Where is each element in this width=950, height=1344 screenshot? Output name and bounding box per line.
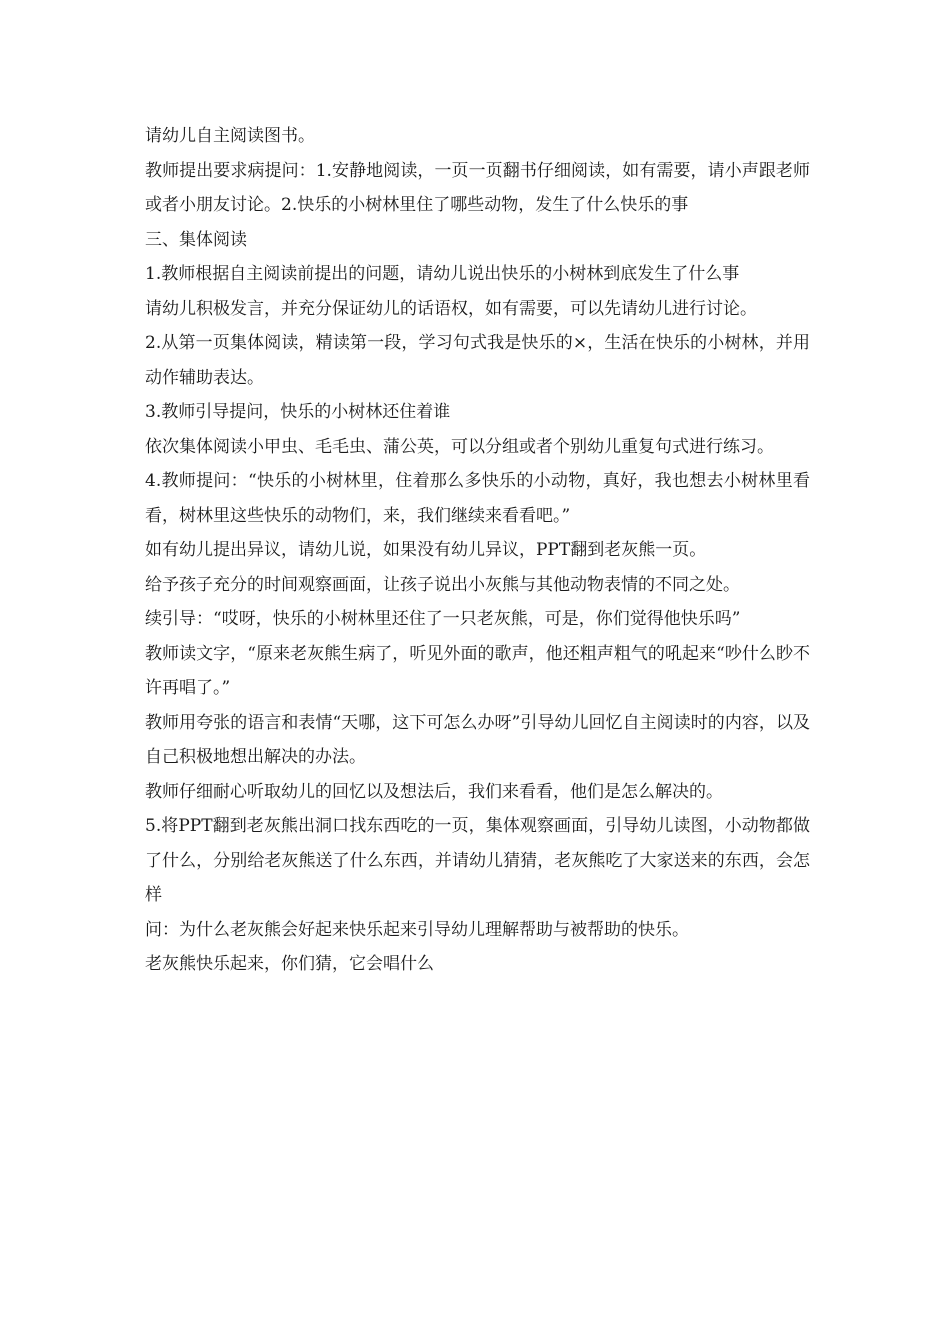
paragraph: 请幼儿自主阅读图书。 — [145, 126, 315, 146]
paragraph: 教师仔细耐心听取幼儿的回忆以及想法后，我们来看看，他们是怎么解决的。 — [145, 781, 723, 802]
document-body — [145, 119, 810, 982]
paragraph: 续引导：“哎呀，快乐的小树林里还住了一只老灰熊，可是，你们觉得他快乐吗” — [145, 609, 741, 629]
paragraph: 教师读文字，“原来老灰熊生病了，听见外面的歌声，他还粗声粗气的吼起来“吵什么眇不许再唱了。” — [145, 643, 810, 698]
paragraph: 5.将PPT翻到老灰熊出洞口找东西吃的一页，集体观察画面，引导幼儿读图，小动物都做了什么，分别给老灰熊送了什么东西，并请幼儿猜猜，老灰熊吃了大家送来的东西，会怎样 — [145, 816, 810, 905]
paragraph: 依次集体阅读小甲虫、毛毛虫、蒲公英，可以分组或者个别幼儿重复句式进行练习。 — [145, 436, 774, 457]
section-heading: 三、集体阅读 — [145, 229, 247, 250]
paragraph: 给予孩子充分的时间观察画面，让孩子说出小灰熊与其他动物表情的不同之处。 — [145, 574, 740, 595]
paragraph: 请幼儿积极发言，并充分保证幼儿的话语权，如有需要，可以先请幼儿进行讨论。 — [145, 298, 757, 319]
paragraph: 4.教师提问：“快乐的小树林里，住着那么多快乐的小动物，真好，我也想去小树林里看看，树林里这些快乐的动物们，来，我们继续来看看吧。” — [145, 471, 810, 526]
paragraph: 2.从第一页集体阅读，精读第一段，学习句式我是快乐的×，生活在快乐的小树林，并用动作辅助表达。 — [145, 333, 810, 388]
paragraph: 3.教师引导提问，快乐的小树林还住着谁 — [145, 402, 451, 422]
paragraph: 1.教师根据自主阅读前提出的问题，请幼儿说出快乐的小树林到底发生了什么事 — [145, 264, 740, 284]
paragraph: 老灰熊快乐起来，你们猜，它会唱什么 — [145, 954, 434, 974]
paragraph: 教师用夸张的语言和表情“天哪，这下可怎么办呀”引导幼儿回忆自主阅读时的内容，以及自己积极地想出解决的办法。 — [145, 712, 810, 767]
paragraph: 问：为什么老灰熊会好起来快乐起来引导幼儿理解帮助与被帮助的快乐。 — [145, 919, 689, 940]
paragraph: 如有幼儿提出异议，请幼儿说，如果没有幼儿异议，PPT翻到老灰熊一页。 — [145, 540, 707, 560]
paragraph: 教师提出要求病提问：1.安静地阅读，一页一页翻书仔细阅读，如有需要，请小声跟老师或者小朋友讨论。2.快乐的小树林里住了哪些动物，发生了什么快乐的事 — [145, 160, 810, 215]
